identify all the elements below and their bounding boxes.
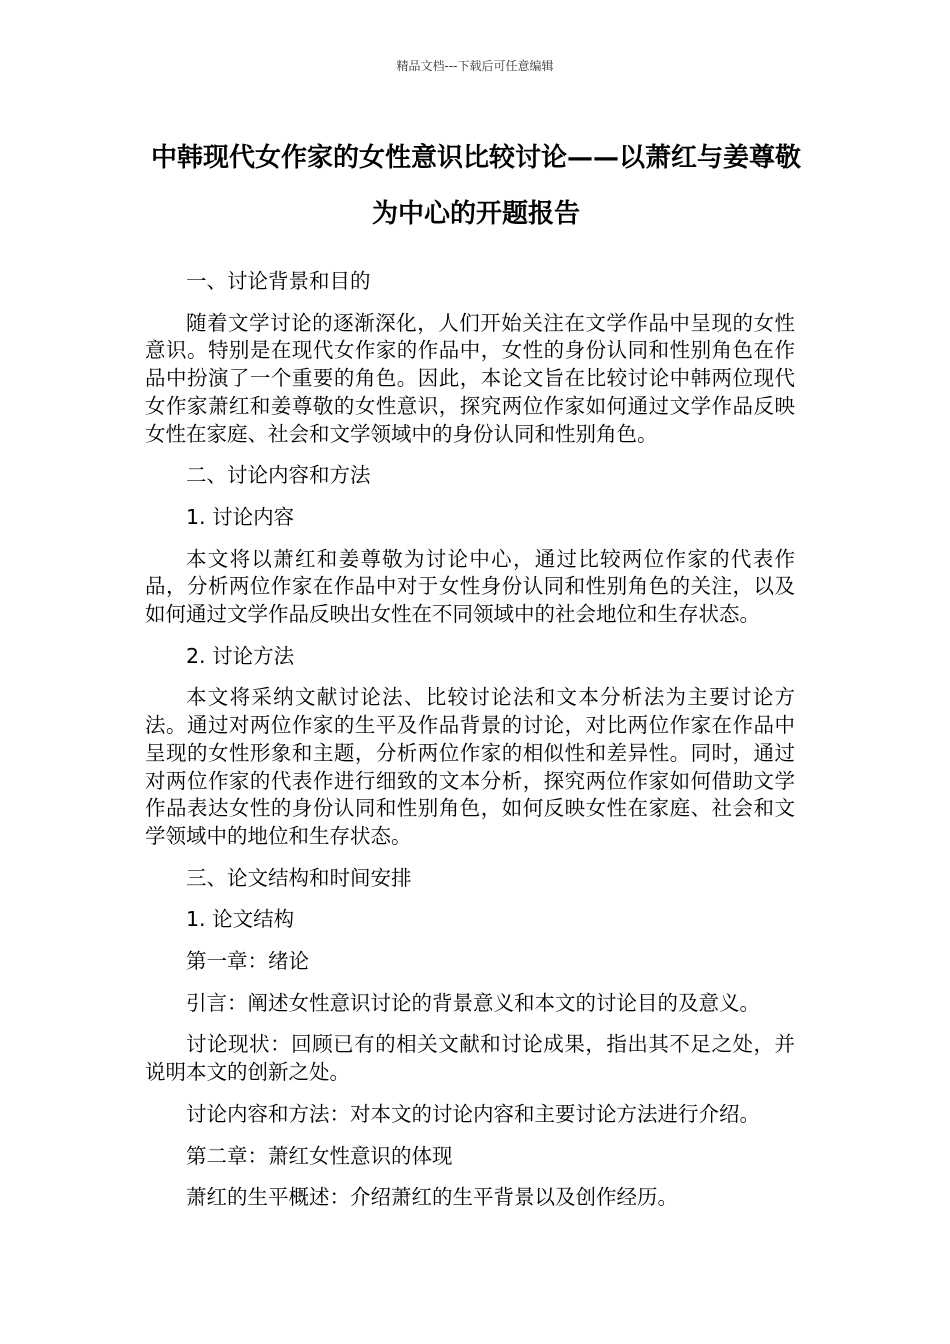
paragraph-content: 本文将以萧红和姜尊敬为讨论中心，通过比较两位作家的代表作品，分析两位作家在作品中对于女性身份认同和性别角色的关注，以及如何通过文学作品反映出女性在不同领域中的社会地位和生存状态。 [145,546,795,627]
subheading-content: 1. 讨论内容 [186,504,295,529]
paragraph-content-method-intro: 讨论内容和方法：对本文的讨论内容和主要讨论方法进行介绍。 [186,1101,760,1126]
section-heading-structure: 三、论文结构和时间安排 [186,865,412,890]
section-heading-background: 一、讨论背景和目的 [186,269,371,293]
paragraph-method: 本文将采纳文献讨论法、比较讨论法和文本分析法为主要讨论方法。通过对两位作家的生平及作品背景的讨论，对比两位作家在作品中呈现的女性形象和主题，分析两位作家的相似性和差异性。同时，通过对两位作家的代表作进行细致的文本分析，探究两位作家如何借助文学作品表达女性的身份认同和性别角色，如何反映女性在家庭、社会和文学领域中的地位和生存状态。 [145,685,795,848]
paragraph-introduction: 引言：阐述女性意识讨论的背景意义和本文的讨论目的及意义。 [186,990,760,1015]
paragraph-xiaohong-bio: 萧红的生平概述：介绍萧红的生平背景以及创作经历。 [186,1185,678,1210]
document-title: 中韩现代女作家的女性意识比较讨论——以萧红与姜尊敬为中心的开题报告 [150,143,801,229]
chapter-two-heading: 第二章：萧红女性意识的体现 [186,1143,453,1168]
paragraph-research-status: 讨论现状：回顾已有的相关文献和讨论成果，指出其不足之处，并说明本文的创新之处。 [145,1032,795,1085]
document-body [145,268,795,1226]
paragraph-background: 随着文学讨论的逐渐深化，人们开始关注在文学作品中呈现的女性意识。特别是在现代女作家的作品中，女性的身份认同和性别角色在作品中扮演了一个重要的角色。因此，本论文旨在比较讨论中韩两位现代女作家萧红和姜尊敬的女性意识，探究两位作家如何通过文学作品反映女性在家庭、社会和文学领域中的身份认同和性别角色。 [145,310,795,446]
section-heading-content-method: 二、讨论内容和方法 [186,463,371,488]
chapter-one-heading: 第一章：绪论 [186,949,309,974]
subheading-structure: 1. 论文结构 [186,907,295,932]
subheading-method: 2. 讨论方法 [186,643,295,668]
header-note: 精品文档---下载后可任意编辑 [396,59,554,73]
